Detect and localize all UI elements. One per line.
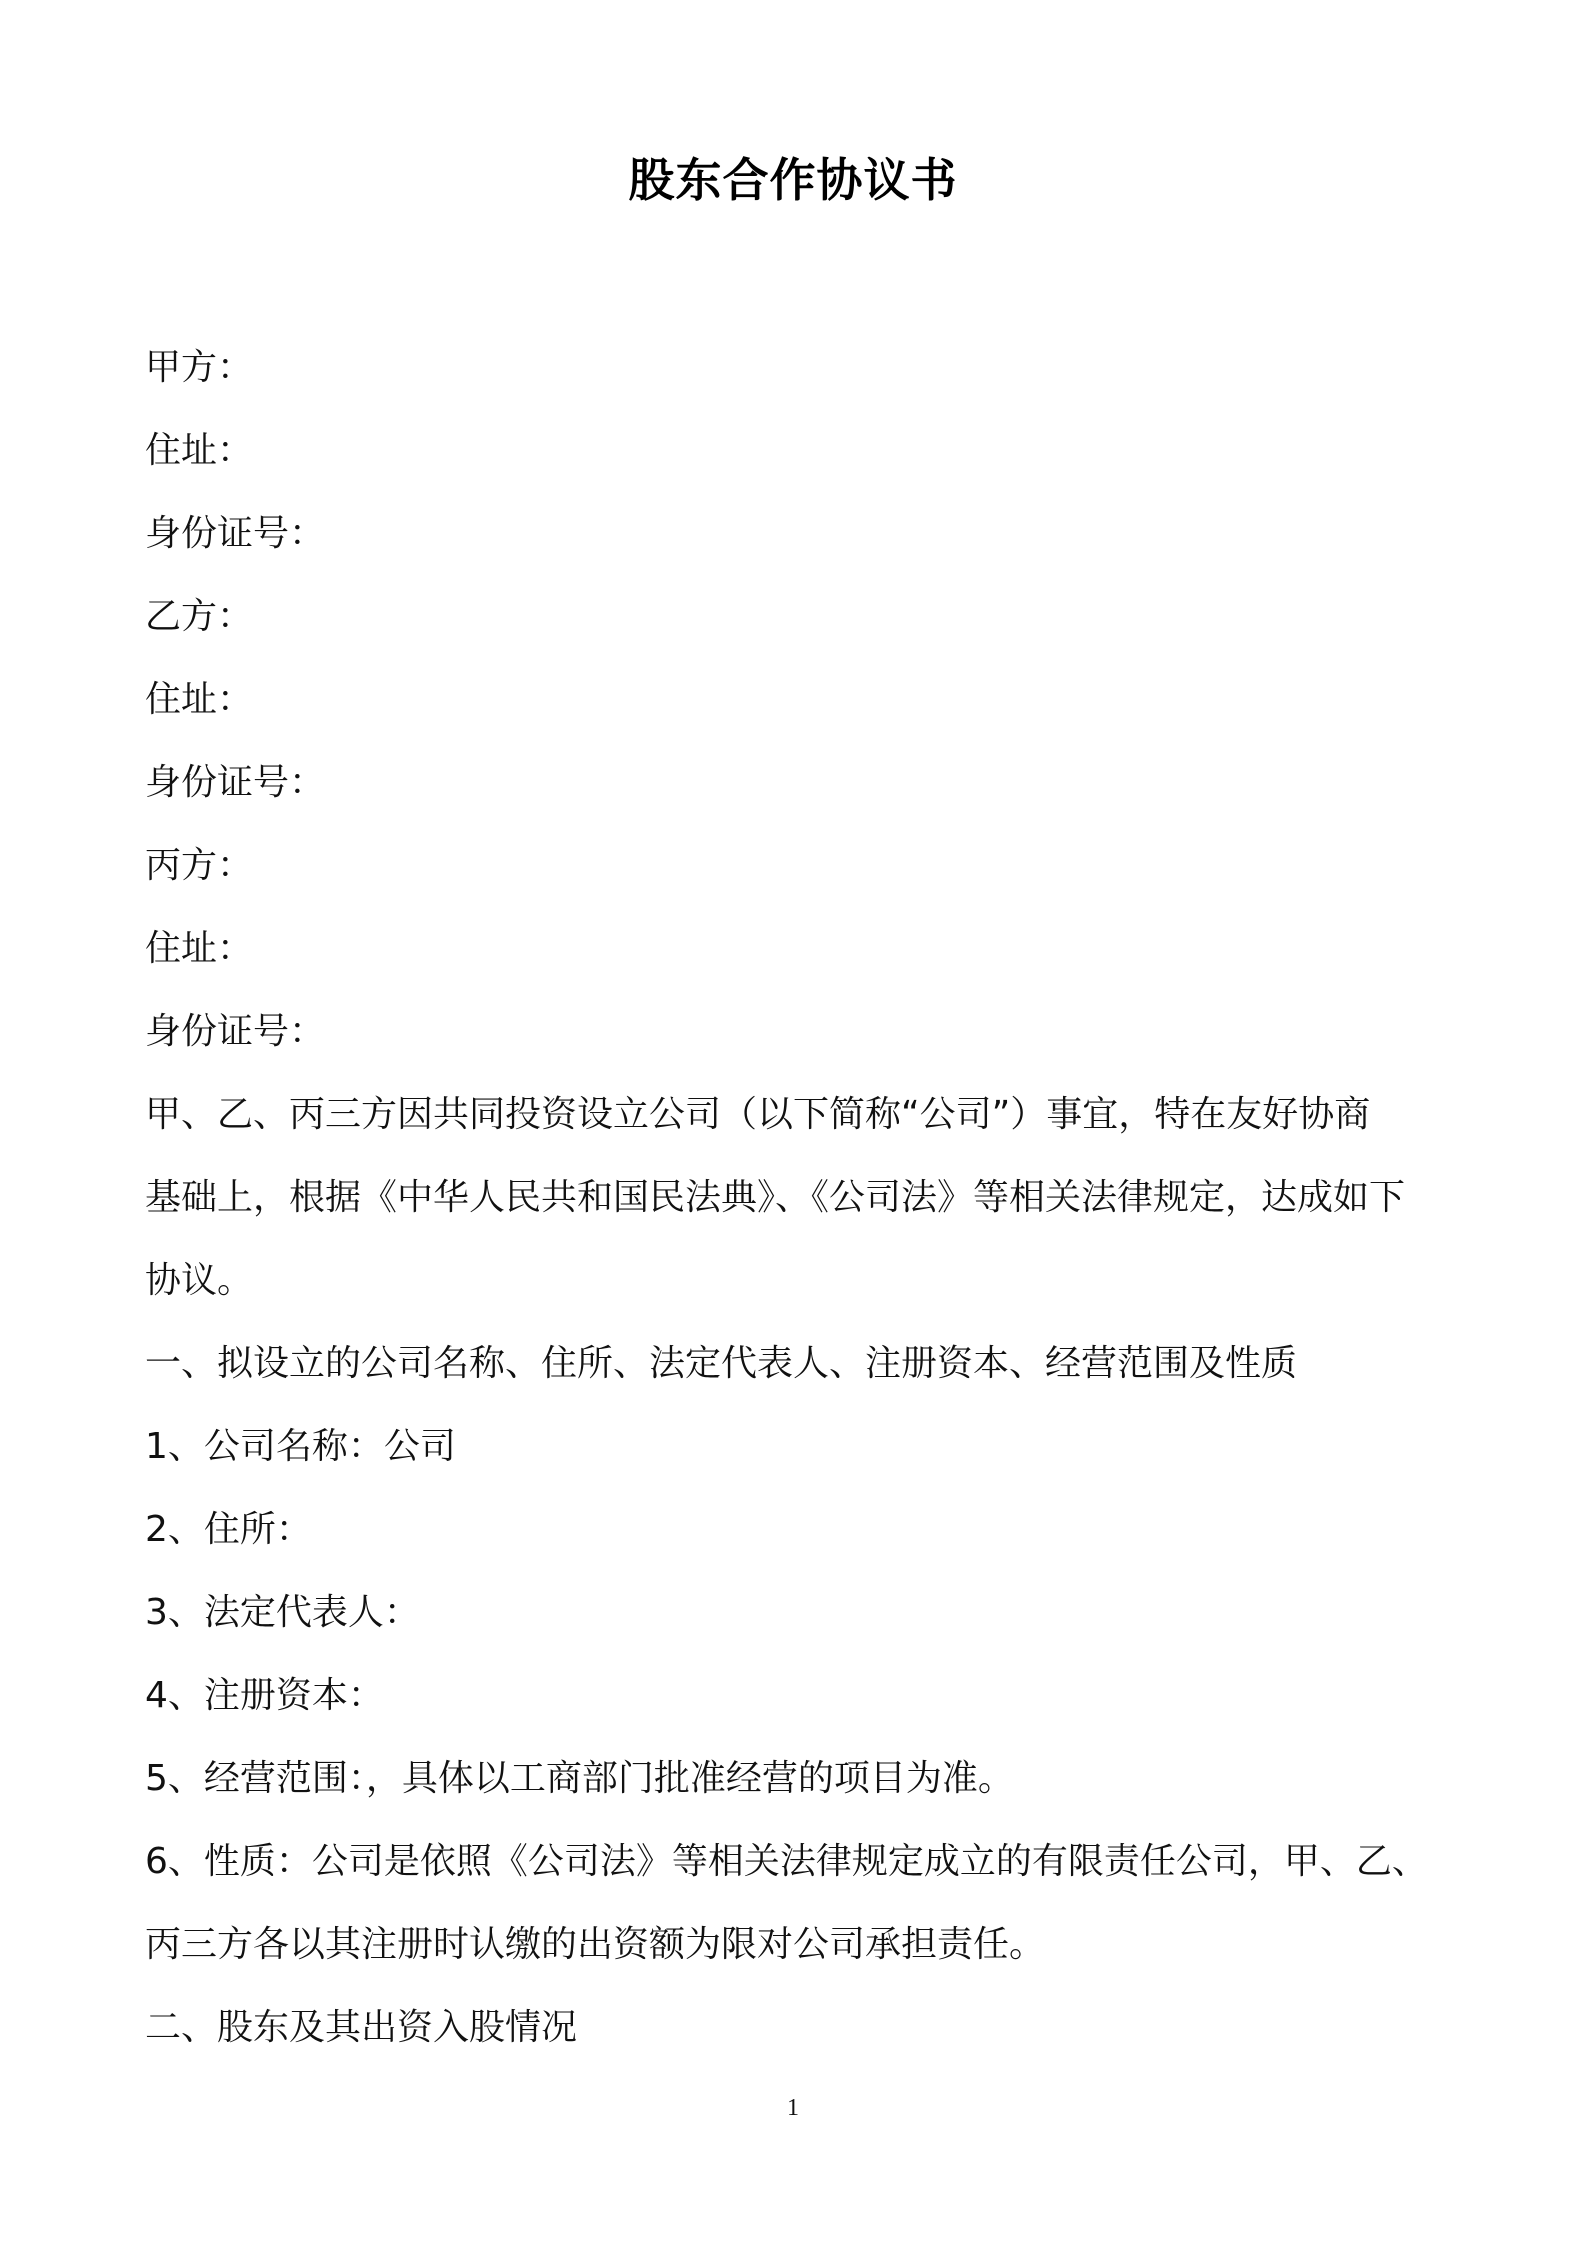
party-c-id-number: 身份证号：: [145, 1011, 326, 1052]
page-number: 1: [787, 2095, 799, 2121]
item-business-scope: 5、经营范围：，具体以工商部门批准经营的项目为准。: [145, 1758, 1014, 1799]
item-legal-representative: 3、法定代表人：: [145, 1592, 420, 1633]
party-a-address: 住址：: [145, 430, 254, 471]
section-2-heading: 二、股东及其出资入股情况: [145, 2007, 578, 2048]
item-registered-capital: 4、注册资本：: [145, 1675, 384, 1716]
party-b-label: 乙方：: [145, 596, 254, 637]
section-1-heading: 一、拟设立的公司名称、住所、法定代表人、注册资本、经营范围及性质: [145, 1343, 1298, 1384]
party-a-label: 甲方：: [145, 347, 254, 388]
document-title: 股东合作协议书: [628, 153, 958, 207]
item-nature-line-2: 丙三方各以其注册时认缴的出资额为限对公司承担责任。: [145, 1924, 1046, 1965]
item-company-name: 1、公司名称：公司: [145, 1426, 456, 1467]
party-a-id-number: 身份证号：: [145, 513, 326, 554]
preamble-line-3: 协议。: [145, 1260, 254, 1301]
party-b-id-number: 身份证号：: [145, 762, 326, 803]
party-c-label: 丙方：: [145, 845, 254, 886]
party-b-address: 住址：: [145, 679, 254, 720]
item-nature-line-1: 6、性质：公司是依照《公司法》等相关法律规定成立的有限责任公司，甲、乙、: [145, 1841, 1428, 1882]
party-c-address: 住址：: [145, 928, 254, 969]
item-domicile: 2、住所：: [145, 1509, 312, 1550]
preamble-line-1: 甲、乙、丙三方因共同投资设立公司（以下简称“公司”）事宜，特在友好协商: [145, 1094, 1371, 1135]
preamble-line-2: 基础上，根据《中华人民共和国民法典》、《公司法》等相关法律规定，达成如下: [145, 1177, 1406, 1218]
